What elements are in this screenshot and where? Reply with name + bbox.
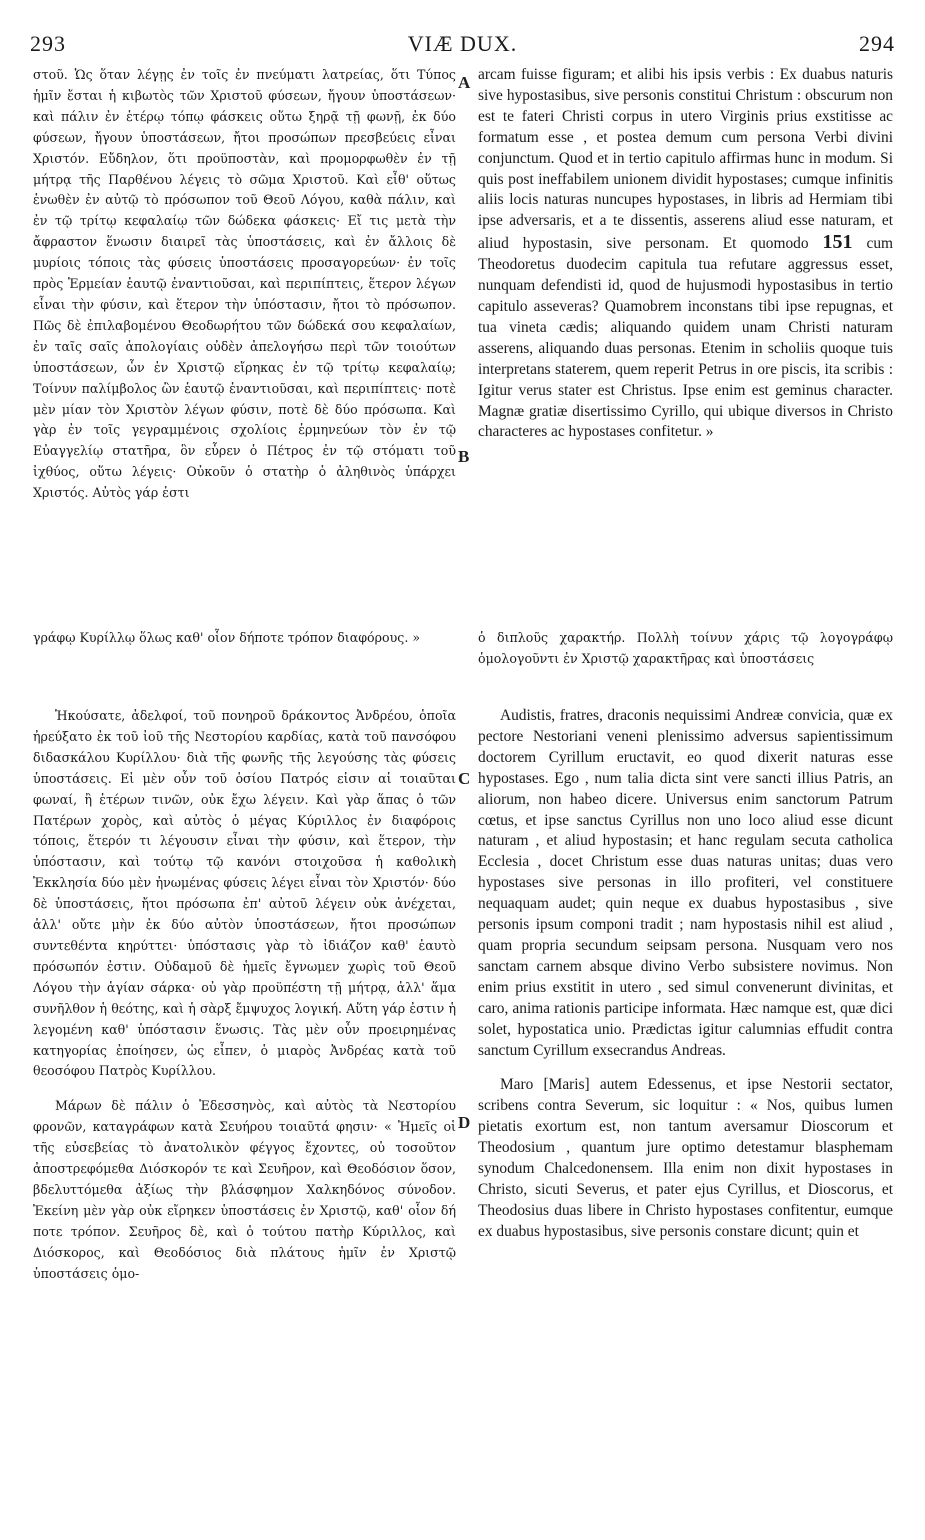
greek-paragraph: Μάρων δὲ πάλιν ὁ Ἐδεσσηνὸς, καὶ αὐτὸς τὰ Νεστορίου φρονῶν, καταγράφων κατὰ Σευήρου τοιαῦτά φησιν· « Ἡμεῖς οἱ τῆς εὐσεβείας τὸ ἀνατολικὸν φέγγος ἔχοντες, οὐ τοσοῦτον ἀποστρεφόμεθα Διόσκορόν τε καὶ Σευῆρον, καὶ Θεοδόσιον ὅσον, βδελυττόμεθα ἀξίως τὴν βλάσφημον Χαλκηδόνος σύνοδον. Ἐκείνη μὲν γὰρ οὐκ εἴρηκεν ὑποστάσεις ἐν Χριστῷ, καθ' οἷον δή ποτε τρόπον. Σευῆρος δὲ, καὶ ὁ τούτου πατὴρ Κύριλλος, καὶ Διόσκορος, καὶ Θεοδόσιος διὰ πλάτους ἡμῖν ἐν Χριστῷ ὑποστάσεις ὁμο- [33,1098,456,1281]
margin-marker-d: D [458,1113,471,1132]
latin-paragraph: Maro [Maris] autem Edessenus, et ipse Nestorii sectator, scribens contra Severum, sic loquitur : « Nos, quibus lumen pietatis exortum est, non tantum aversamur Dioscorum et Theodosium , quantum jure optimo detestamur blasphemam synodum Chalcedonensem. Illa enim non dixit hypostases in Christo, sicuti Severus, et pater ejus Cyrillus, et Dioscorus, et Theodosius duas libere in Christo hypostases confitentur, eumque ex duabus hypostasibus, sive personis constare dicunt; quin et [478,1076,893,1240]
page-header [30,31,895,57]
greek-continuation-right-text: ὁ διπλοῦς χαρακτήρ. Πολλὴ τοίνυν χάρις τῷ λογογράφῳ ὁμολογοῦντι ἐν Χριστῷ χαρακτῆρας καὶ ὑποστάσεις [478,630,893,666]
greek-paragraph: Ἠκούσατε, ἀδελφοί, τοῦ πονηροῦ δράκοντος Ἀνδρέου, ὁποῖα ἠρεύξατο ἐκ τοῦ ἰοῦ τῆς Νεστορίου καρδίας, κατὰ τοῦ πανσόφου διδασκάλου Κυρίλλου· διὰ τῆς φωνῆς τῆς λεγούσης τὰς φύσεις ὑποστάσεις. Εἰ μὲν οὖν τοῦ ὁσίου Πατρός εἰσιν αἱ τοιαῦται φωναί, ἢ ἑτέρων τινῶν, οὐκ ἔχω λέγειν. Καὶ γὰρ ἅπας ὁ τῶν Πατέρων χορὸς, καὶ αὐτὸς ὁ μέγας Κύριλλος ἐν διαφόροις τόποις, ἕτερόν τι λέγουσιν εἶναι τὴν φύσιν, καὶ ἕτερον, τὴν ὑπόστασιν, καὶ τούτῳ τῷ κανόνι στοιχοῦσα ἡ καθολικὴ Ἐκκλησία δύο μὲν ἡνωμένας φύσεις λέγει εἶναι τὸν Χριστόν· δύο δὲ ὑποστάσεις, ἤτοι πρόσωπα ἐπ' αὐτοῦ λέγειν οὐκ ἀνέχεται, ἀλλ' οὔτε μὴν ἐκ δύο αὐτὸν ὑποστάσεων, ἤτοι προσώπων συντεθέντα κηρύττει· ὑπόστασις γὰρ τὸ ἰδιάζον καθ' ἑαυτὸ πρόσωπόν ἐστιν. Οὐδαμοῦ δὲ ἡμεῖς ἔγνωμεν χωρὶς τοῦ Θεοῦ Λόγου τὴν ἁγίαν σάρκα· οὐ γὰρ προϋπέστη τῇ μήτρᾳ, ἀλλ' ἅμα συνῆλθον ἡ θεότης, καὶ ἡ σὰρξ ἔμψυχος λογική. Αὕτη γάρ ἐστιν ἡ λεγομένη καθ' ὑπόστασιν ἕνωσις. Τὰς μὲν οὖν προειρημένας κατηγορίας ἐποίησεν, ὡς εἶπεν, ὁ μιαρὸς Ἀνδρέας κατὰ τοῦ θεοσόφου Πατρὸς Κυρίλλου. [33,708,456,1079]
page-number-left: 293 [30,31,66,56]
latin-paragraph: Audistis, fratres, draconis nequissimi Andreæ convicia, quæ ex pectore Nestoriani veneni plenissimo adversus sapientissimum doctorem Cyrillum eructavit, eo quod dixerit naturas esse hypostases. Ego , num talia dicta sint vere sancti illius Patris, an aliorum, non habeo dicere. Universus enim sanctorum Patrum cœtus, et ipse sanctus Cyrillus non uno loco aliud esse dicunt naturam , et aliud hypostasin; et hanc regulam secuta catholica Ecclesia , docet Christum esse duas naturas unitas; duas vero hypostases sive personas in illo profiteri, vel constituere nequaquam audet; quin neque ex duabus hypostasibus , sive personis ipsum componi tradit ; nam hypostasis nihil est aliud , quam propria secundum seipsam persona. Nusquam vero nos sanctam carnem absque divino Verbo subsistere novimus. Non enim prius exstitit in utero , sed simul convenerunt divinitas, et caro, anima rationis participe informata. Hæc namque est, quæ dici solet, hypostatica unio. Prædictas igitur calumnias effudit contra sanctum Cyrillum exsecrandus Andreas. [478,707,893,1059]
latin-column-top [478,65,893,443]
greek-continuation [33,628,456,649]
margin-marker-c: C [458,769,471,788]
page-number-right: 294 [859,31,895,56]
greek-column-top [33,65,456,504]
latin-text-top-a: arcam fuisse figuram; et alibi his ipsis verbis : Ex duabus naturis sive hypostasibus, sive personis constitui Christum : obscurum non est te fateri Christi corpus in utero Virginis prius exstitisse ac formatum esse , et postea demum cum persona Verbi divini conjunctum. Quod et in tertio capitulo affirmas hunc in modum. Si quis post ineffabilem unionem dividit hypostases; cumque infinitis aliis locis naturas nuncupes hypostases, in libris ad Hermiam tibi ipse adversaris, et a te dissentis, asserens aliud esse naturam, et aliud hypostasin, sive personam. Et quomodo [478,66,893,253]
greek-text-top: στοῦ. Ὡς ὅταν λέγῃς ἐν τοῖς ἐν πνεύματι λατρείας, ὅτι Τύπος ἡμῖν ἔσται ἡ κιβωτὸς τῶν Χριστοῦ φύσεων, ἤγουν ὑποστάσεων· καὶ πάλιν ἐν ἑτέρῳ τόπῳ φάσκεις οὕτω ξηρᾷ τῇ φωνῇ, ἐκ δύο φύσεων, ἤγουν ὑποστάσεων, ἤτοι προσώπων πρεσβεύεις εἶναι Χριστόν. Εὔδηλον, ὅτι προϋποστὰν, καὶ προμορφωθὲν ἐν τῇ μήτρᾳ τῆς Παρθένου λέγεις τὸ σῶμα Χριστοῦ. Καὶ εἶθ' οὕτως ἑνωθὲν ἐν αὐτῷ τὸ πρόσωπον τοῦ Θεοῦ Λόγου, καθὰ πάλιν, καὶ ἐν τῷ τρίτῳ κεφαλαίῳ τῶν δώδεκα φάσκεις· Εἴ τις μετὰ τὴν ἄφραστον ἕνωσιν διαιρεῖ τὰς ὑποστάσεις, καὶ ἐν ἄλλοις δὲ μυρίοις τόποις τὰς φύσεις ὑποστάσεις προσαγορεύων· ἐν τοῖς πρὸς Ἑρμείαν ἑαυτῷ ἐναντιοῦσαι, καὶ περιπίπτεις, ἕτερον λέγων εἶναι τὴν φύσιν, καὶ ἕτερον τὴν ὑπόστασιν, ἤτοι τὸ πρόσωπον. Πῶς δὲ ἐπιλαβομένου Θεοδωρήτου τῶν δώδεκά σου κεφαλαίων, ἐν ταῖς σαῖς ἀπολογίαις οὐδὲν ἀπελογήσω περὶ τῶν τοιούτων ὑποστάσεων, ὧν ἐν Χριστῷ εἴρηκας ἐν τῷ τρίτῳ κεφαλαίῳ; Τοίνυν παλίμβολος ὢν ἑαυτῷ ἐναντιοῦσαι, καὶ περιπίπτεις· ποτὲ μὲν μίαν τὸν Χριστὸν λέγων φύσιν, ποτὲ δὲ δύο πρόσωπα. Καὶ γὰρ ἐν τοῖς γεγραμμένοις σχολίοις ἑρμηνεύων τὸν ἐν τῷ Εὐαγγελίῳ στατῆρα, ὃν εὗρεν ὁ Πέτρος ἐν τῷ στόματι τοῦ ἰχθύος, οὕτω λέγεις· Οὐκοῦν ὁ στατὴρ ὁ ἀληθινὸς ὑπάρχει Χριστός. Αὐτὸς γάρ ἐστι [33,67,456,501]
running-title: VIÆ DUX. [407,31,518,56]
margin-marker-b: B [458,447,470,466]
latin-column-lower [478,706,893,1243]
latin-text-top [478,65,893,443]
greek-column-lower [33,706,456,1284]
greek-continuation-text: γράφῳ Κυρίλλῳ ὅλως καθ' οἷον δήποτε τρόπον διαφόρους. » [33,630,421,645]
margin-marker-a: A [458,73,471,92]
column-number: 151 [822,231,853,254]
latin-text-top-b: cum Theodoretus duodecim capitula tua refutare aggressus esset, nunquam defendisti id, quod de hujusmodi hypostasibus in tertio capitulo asseveras? Quamobrem inconstans tibi ipse repugnas, et tua vineta cædis; aliquando quidem unam Christi naturam asserens, aliquando duas personas. Etenim in scholiis quoque tuis interpretans staterem, quem reperit Petrus in ore piscis, ita scribis : Igitur verus stater est Christus. Ipse enim est geminus character. Magnæ gratiæ disertissimo Cyrillo, qui ubique diversos in Christo characteres ac hypostases confitetur. » [478,235,893,441]
greek-continuation-right [478,628,893,670]
